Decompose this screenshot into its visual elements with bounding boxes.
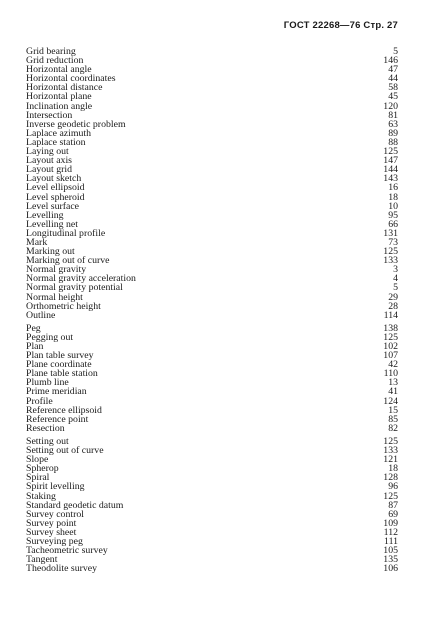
index-term: Laplace station (26, 136, 86, 148)
index-entry (26, 333, 398, 342)
index-page-number: 111 (384, 535, 398, 547)
index-term: Normal height (26, 291, 83, 303)
index-page-number: 16 (388, 182, 398, 194)
index-entry (26, 455, 398, 464)
index-term: Inclination angle (26, 100, 93, 112)
index-page-number: 125 (383, 490, 398, 502)
index-entry (26, 464, 398, 473)
index-term: Plane table station (26, 368, 98, 380)
index-term: Horizontal coordinates (26, 73, 116, 85)
index-term: Layout sketch (26, 173, 82, 185)
index-term: Theodolite survey (26, 563, 98, 575)
index-entry (26, 324, 398, 333)
index-page-number: 29 (388, 291, 398, 303)
index-term: Grid bearing (26, 46, 76, 57)
index-page-number: 42 (388, 359, 398, 371)
index-term: Plumb line (26, 377, 69, 389)
index-term: Resection (26, 422, 65, 434)
index-entry (26, 238, 398, 247)
index-page-number: 73 (388, 236, 398, 248)
index-entry (26, 311, 398, 320)
index-page-number: 125 (383, 435, 398, 447)
index-term: Spirit levelling (26, 481, 85, 493)
index-page-number: 58 (388, 82, 398, 94)
index-page-number: 47 (388, 64, 398, 76)
index-term: Levelling (26, 209, 64, 221)
index-page-number: 85 (388, 413, 398, 425)
index-entry (26, 211, 398, 220)
index-entry (26, 138, 398, 147)
index-page-number: 5 (393, 282, 398, 294)
index-entry (26, 102, 398, 111)
index-entry (26, 147, 398, 156)
index-term: Survey point (26, 517, 77, 529)
index-entry (26, 564, 398, 573)
index-page-number: 128 (383, 472, 398, 484)
index-term: Standard geodetic datum (26, 499, 124, 511)
index-term: Spherop (26, 463, 59, 475)
index-page-number: 105 (383, 545, 398, 557)
index-page-number: 18 (388, 463, 398, 475)
index-entry (26, 302, 398, 311)
index-page-number: 3 (393, 264, 398, 276)
index-entry (26, 546, 398, 555)
index-page-number: 63 (388, 118, 398, 130)
index-page-number: 125 (383, 331, 398, 343)
index-page-number: 28 (388, 300, 398, 312)
index-term: Marking out (26, 246, 75, 258)
index-page-number: 135 (383, 554, 398, 566)
index-entry (26, 424, 398, 433)
index-page-number: 82 (388, 422, 398, 434)
index-term: Pegging out (26, 331, 74, 343)
index-term: Normal gravity acceleration (26, 273, 136, 285)
index-entry (26, 415, 398, 424)
index-entry (26, 202, 398, 211)
index-page-number: 95 (388, 209, 398, 221)
index-term: Setting out (26, 435, 69, 447)
index-entry (26, 482, 398, 491)
index-entry (26, 156, 398, 165)
index-term: Survey control (26, 508, 84, 520)
index-term: Profile (26, 395, 53, 407)
index-term: Outline (26, 309, 56, 321)
index-term: Plan table survey (26, 350, 94, 362)
index-page-number: 18 (388, 191, 398, 203)
index-page-number: 88 (388, 136, 398, 148)
index-term: Layout grid (26, 164, 72, 176)
index-page-number: 10 (388, 200, 398, 212)
index-term: Intersection (26, 109, 73, 121)
index-term: Laying out (26, 146, 69, 158)
index-page-number: 143 (383, 173, 398, 185)
index-term: Staking (26, 490, 56, 502)
index-term: Reference ellipsoid (26, 404, 102, 416)
index-page-number: 106 (383, 563, 398, 575)
index-term: Normal gravity (26, 264, 87, 276)
index-term: Layout axis (26, 155, 72, 167)
index-term: Grid reduction (26, 55, 84, 67)
index-page-number: 124 (383, 395, 398, 407)
index-page-number: 144 (383, 164, 398, 176)
index-page-number: 147 (383, 155, 398, 167)
index-page-number: 44 (388, 73, 398, 85)
index-page-number: 131 (383, 227, 398, 239)
index-page-number: 4 (393, 273, 398, 285)
index-page-number: 120 (383, 100, 398, 112)
index-page-number: 114 (383, 309, 398, 321)
index-page-number: 125 (383, 246, 398, 258)
index-term: Tacheometric survey (26, 545, 108, 557)
index-term: Longitudinal profile (26, 227, 106, 239)
index-page-number: 13 (388, 377, 398, 389)
index-term: Normal gravity potential (26, 282, 123, 294)
index-page-number: 133 (383, 255, 398, 267)
index-term: Slope (26, 454, 49, 466)
index-page-number: 69 (388, 508, 398, 520)
index-page-number: 146 (383, 55, 398, 67)
index-entry (26, 193, 398, 202)
index-term: Level ellipsoid (26, 182, 85, 194)
index-entry (26, 446, 398, 455)
index-term: Plane coordinate (26, 359, 92, 371)
index-entry (26, 369, 398, 378)
index-page-number: 125 (383, 146, 398, 158)
index-term: Mark (26, 236, 48, 248)
index-term: Level surface (26, 200, 80, 212)
index-term: Setting out of curve (26, 445, 104, 457)
index-page-number: 102 (383, 341, 398, 352)
index-term: Levelling net (26, 218, 78, 230)
index-page-number: 81 (388, 109, 398, 121)
index-page-number: 109 (383, 517, 398, 529)
index-page-number: 45 (388, 91, 398, 103)
index-term: Inverse geodetic problem (26, 118, 126, 130)
index-page-number: 87 (388, 499, 398, 511)
index-term: Surveying peg (26, 535, 83, 547)
index-entry (26, 510, 398, 519)
index-term: Spiral (26, 472, 50, 484)
index-page-number: 107 (383, 350, 398, 362)
index-entry (26, 519, 398, 528)
index-term: Level spheroid (26, 191, 85, 203)
index-term: Horizontal plane (26, 91, 92, 103)
index-page-number: 110 (383, 368, 398, 380)
page-header: ГОСТ 22268—76 Стр. 27 (283, 20, 398, 31)
index-entry (26, 165, 398, 174)
index-term: Laplace azimuth (26, 127, 92, 139)
index-entry (26, 229, 398, 238)
index-page-number: 121 (383, 454, 398, 466)
index-term: Horizontal distance (26, 82, 103, 94)
index-page-number: 96 (388, 481, 398, 493)
index-page-number: 133 (383, 445, 398, 457)
index-page-number: 112 (383, 526, 398, 538)
index-term: Plan (26, 341, 44, 352)
index-page-number: 138 (383, 322, 398, 334)
index-term: Orthometric height (26, 300, 101, 312)
index-term: Survey sheet (26, 526, 77, 538)
index-page-number: 5 (393, 46, 398, 57)
term-index (26, 47, 398, 573)
index-term: Peg (26, 322, 41, 334)
index-page-number: 66 (388, 218, 398, 230)
index-page-number: 89 (388, 127, 398, 139)
index-term: Reference point (26, 413, 89, 425)
index-term: Tangent (26, 554, 58, 566)
index-page-number: 15 (388, 404, 398, 416)
index-entry (26, 387, 398, 396)
index-term: Marking out of curve (26, 255, 110, 267)
index-term: Horizontal angle (26, 64, 92, 76)
index-page-number: 41 (388, 386, 398, 398)
index-term: Prime meridian (26, 386, 87, 398)
